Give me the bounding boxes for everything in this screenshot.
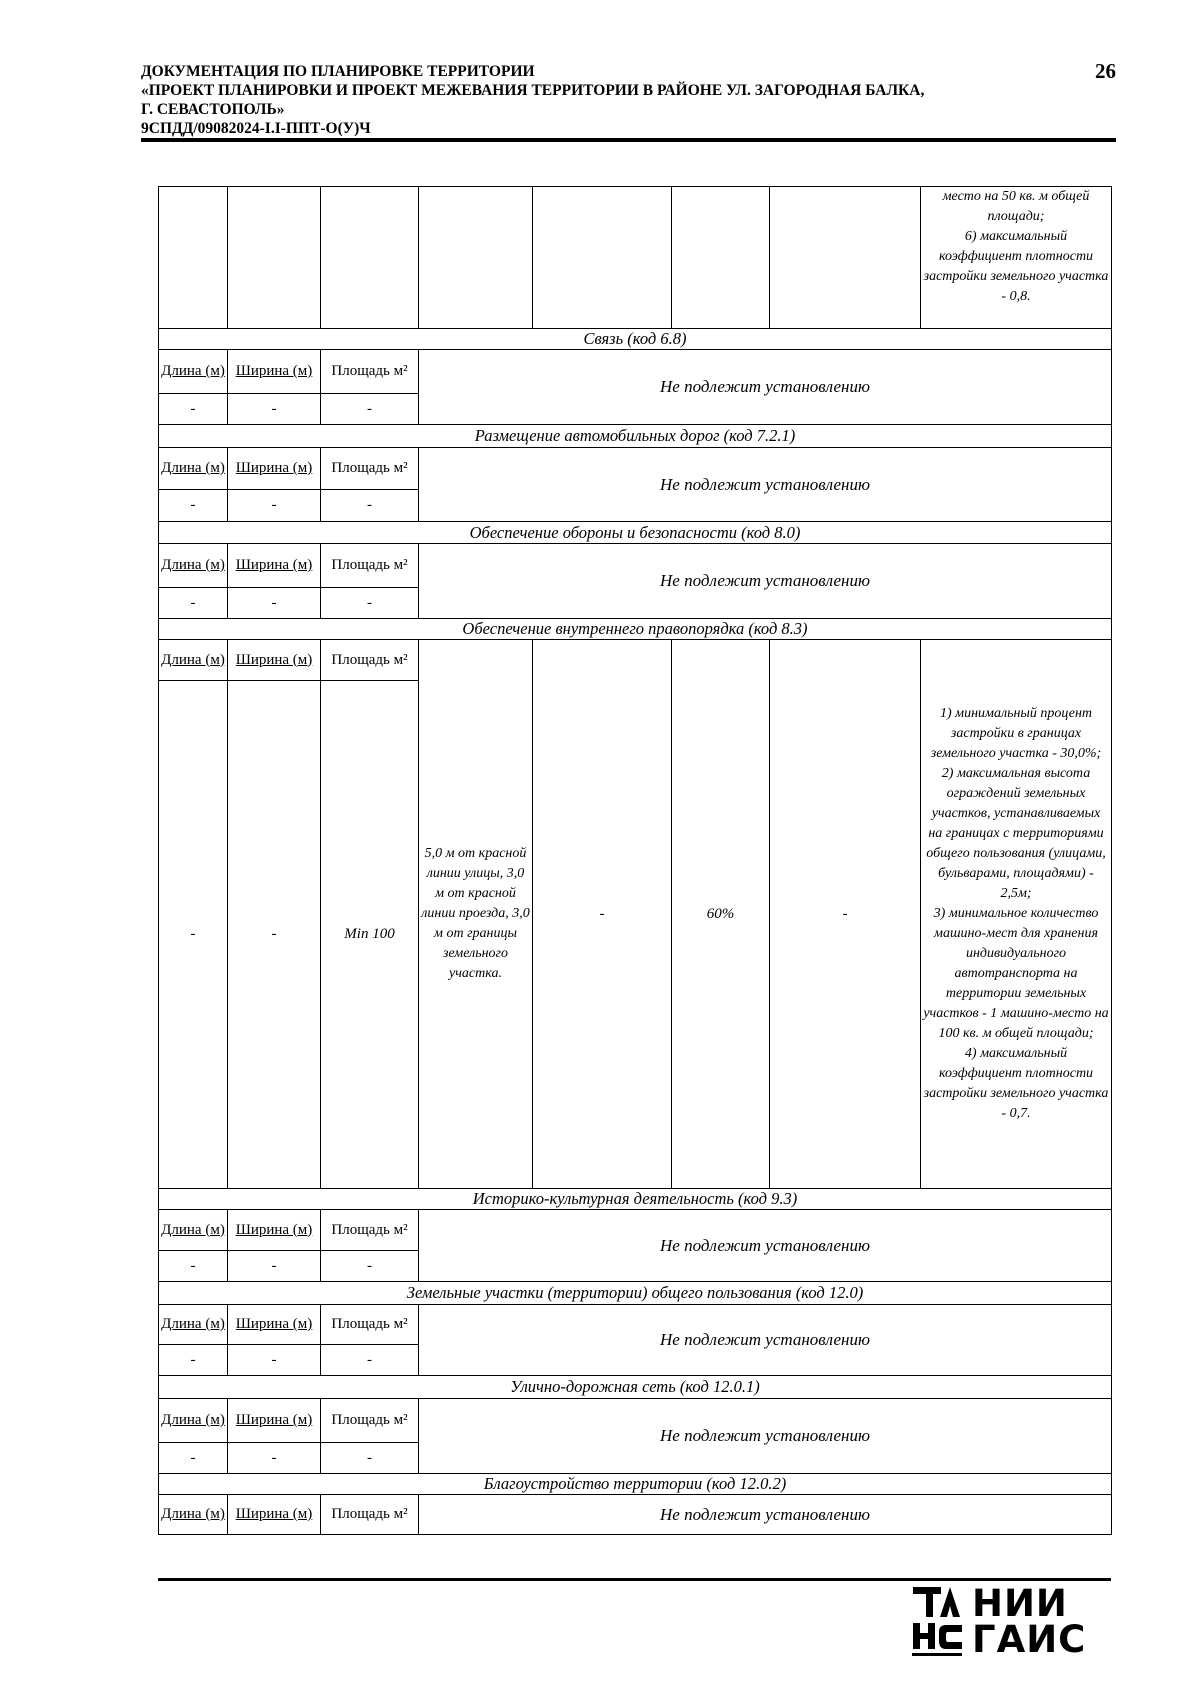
col-area-header: Площадь м² (321, 1399, 419, 1443)
dash-cell: - (321, 1443, 419, 1474)
dash-cell: - (228, 1251, 321, 1282)
col-length-header: Длина (м) (159, 1305, 228, 1345)
dash-cell: - (321, 490, 419, 522)
not-subject-text: Не подлежит установлению (419, 1399, 1112, 1474)
continuation-params: место на 50 кв. м общей площади; 6) максимальный коэффициент плотности застройки земельного участка - 0,8. (921, 187, 1112, 329)
header-line-3: Г. СЕВАСТОПОЛЬ» (141, 101, 285, 118)
section-title: Благоустройство территории (код 12.0.2) (159, 1474, 1112, 1495)
header-divider (141, 138, 1116, 142)
params-cell: 1) минимальный процент застройки в границах земельного участка - 30,0%; 2) максимальная высота ограждений земельных участков, устанавливаемых на границах с территориями общего пользования (улицами, бульварами, площадями) - 2,5м; 3) минимальное количество машино-мест для хранения индивидуального автотранспорта на территории земельных участков - 1 машино-место на 100 кв. м общей площади; 4) максимальный коэффициент плотности застройки земельного участка - 0,7. (921, 640, 1112, 1189)
dash-cell: - (228, 588, 321, 619)
dash-cell: - (159, 681, 228, 1189)
col-area-header: Площадь м² (321, 1495, 419, 1535)
dash-cell: - (159, 1251, 228, 1282)
dash-cell: - (533, 640, 672, 1189)
col-width-header: Ширина (м) (228, 640, 321, 681)
col-width-header: Ширина (м) (228, 1210, 321, 1251)
col-length-header: Длина (м) (159, 1210, 228, 1251)
dash-cell: - (159, 490, 228, 522)
header-line-2: «ПРОЕКТ ПЛАНИРОВКИ И ПРОЕКТ МЕЖЕВАНИЯ ТЕРРИТОРИИ В РАЙОНЕ УЛ. ЗАГОРОДНАЯ БАЛКА, (141, 82, 925, 99)
col-length-header: Длина (м) (159, 544, 228, 588)
dash-cell: - (228, 394, 321, 425)
col-width-header: Ширина (м) (228, 1495, 321, 1535)
not-subject-text: Не подлежит установлению (419, 1210, 1112, 1282)
dash-cell: - (321, 588, 419, 619)
col-width-header: Ширина (м) (228, 1305, 321, 1345)
section-title: Улично-дорожная сеть (код 12.0.1) (159, 1376, 1112, 1399)
document-code: 9СПДД/09082024-I.I-ППТ-О(У)Ч (141, 120, 371, 137)
area-value-cell: Min 100 (321, 681, 419, 1189)
col-area-header: Площадь м² (321, 1305, 419, 1345)
not-subject-text: Не подлежит установлению (419, 448, 1112, 522)
logo-text-bottom: ГАИС (972, 1618, 1087, 1661)
col-length-header: Длина (м) (159, 448, 228, 490)
col-area-header: Площадь м² (321, 350, 419, 394)
not-subject-text: Не подлежит установлению (419, 544, 1112, 619)
logo-text-top: НИИ (972, 1582, 1068, 1625)
logo-mark-icon (910, 1583, 966, 1659)
col-width-header: Ширина (м) (228, 448, 321, 490)
dash-cell: - (228, 1345, 321, 1376)
not-subject-text: Не подлежит установлению (419, 1305, 1112, 1376)
header-line-1: ДОКУМЕНТАЦИЯ ПО ПЛАНИРОВКЕ ТЕРРИТОРИИ (141, 63, 535, 80)
coverage-cell: 60% (672, 640, 770, 1189)
section-title: Размещение автомобильных дорог (код 7.2.1) (159, 425, 1112, 448)
dash-cell: - (321, 1345, 419, 1376)
col-length-header: Длина (м) (159, 1399, 228, 1443)
not-subject-text: Не подлежит установлению (419, 350, 1112, 425)
section-title: Историко-культурная деятельность (код 9.3) (159, 1189, 1112, 1210)
col-width-header: Ширина (м) (228, 544, 321, 588)
dash-cell: - (159, 1443, 228, 1474)
not-subject-text: Не подлежит установлению (419, 1495, 1112, 1535)
dash-cell: - (321, 394, 419, 425)
dash-cell: - (321, 1251, 419, 1282)
col-width-header: Ширина (м) (228, 1399, 321, 1443)
dash-cell: - (159, 1345, 228, 1376)
dash-cell: - (228, 490, 321, 522)
dash-cell: - (228, 1443, 321, 1474)
continuation-row (159, 187, 1112, 329)
setbacks-cell: 5,0 м от красной линии улицы, 3,0 м от красной линии проезда, 3,0 м от границы земельного участка. (419, 640, 533, 1189)
dash-cell: - (159, 394, 228, 425)
col-area-header: Площадь м² (321, 544, 419, 588)
col-width-header: Ширина (м) (228, 350, 321, 394)
page-number: 26 (1095, 59, 1116, 83)
section-title: Обеспечение обороны и безопасности (код 8.0) (159, 522, 1112, 544)
dash-cell: - (228, 681, 321, 1189)
dash-cell: - (770, 640, 921, 1189)
section-title: Земельные участки (территории) общего пользования (код 12.0) (159, 1282, 1112, 1305)
col-area-header: Площадь м² (321, 1210, 419, 1251)
col-length-header: Длина (м) (159, 1495, 228, 1535)
document-header (141, 59, 1116, 138)
section-title: Связь (код 6.8) (159, 329, 1112, 350)
col-area-header: Площадь м² (321, 640, 419, 681)
regulations-table (158, 186, 1112, 1535)
dash-cell: - (159, 588, 228, 619)
col-length-header: Длина (м) (159, 350, 228, 394)
col-length-header: Длина (м) (159, 640, 228, 681)
section-title: Обеспечение внутреннего правопорядка (код 8.3) (159, 619, 1112, 640)
col-area-header: Площадь м² (321, 448, 419, 490)
nii-gais-logo (910, 1583, 1094, 1659)
footer-divider (158, 1578, 1111, 1581)
